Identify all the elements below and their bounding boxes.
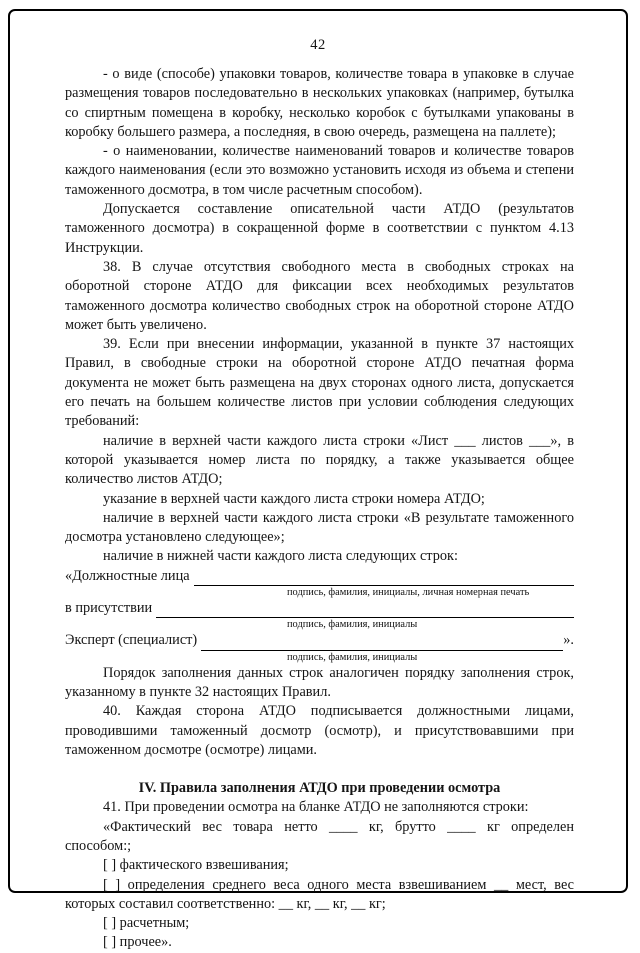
signature-row bbox=[65, 599, 574, 618]
page-number: 42 bbox=[310, 37, 326, 53]
signature-block-officials bbox=[65, 567, 574, 599]
paragraph-41: 41. При проведении осмотра на бланке АТДО не заполняются строки: bbox=[103, 799, 529, 816]
signature-block-presence bbox=[65, 599, 574, 631]
checkbox-line-other: [ ] прочее». bbox=[103, 934, 172, 951]
paragraph-40: 40. Каждая сторона АТДО подписывается должностными лицами, проводившими таможенный досмотр (осмотр), и присутствовавшими при таможенном досмотре (осмотре) лицами. bbox=[65, 703, 574, 758]
signature-caption: подпись, фамилия, инициалы bbox=[287, 619, 418, 631]
signature-row bbox=[65, 567, 574, 586]
signature-suffix: ». bbox=[563, 632, 574, 649]
document-content bbox=[10, 54, 626, 953]
signature-caption: подпись, фамилия, инициалы bbox=[287, 651, 418, 663]
paragraph-bullet-packaging: - о виде (способе) упаковки товаров, количестве товара в упаковке в случае размещения товаров последовательно в нескольких упаковках (например, бутылка со спиртным помещена в коробку, несколько коробок с бутылками упакованы в коробку большего размера, а последняя, в свою очередь, размещена на паллете); bbox=[65, 66, 574, 140]
signature-label: «Должностные лица bbox=[65, 567, 190, 584]
signature-caption: подпись, фамилия, инициалы, личная номерная печать bbox=[287, 587, 530, 599]
signature-row bbox=[65, 631, 574, 650]
paragraph-poryadok: Порядок заполнения данных строк аналогичен порядку заполнения строк, указанному в пункте 32 настоящих Правил. bbox=[65, 664, 574, 700]
signature-blank-line bbox=[194, 570, 574, 586]
section-iv-heading: IV. Правила заполнения АТДО при проведении осмотра bbox=[138, 780, 501, 797]
checkbox-line-calculated: [ ] расчетным; bbox=[103, 915, 190, 932]
signature-label: в присутствии bbox=[65, 600, 153, 617]
signature-blank-line bbox=[156, 602, 574, 618]
checkbox-line-average-weight: [ ] определения среднего веса одного места взвешиванием __ мест, вес которых составил соответственно: __ кг, __ кг, __ кг; bbox=[65, 876, 574, 912]
checkbox-line-actual-weighing: [ ] фактического взвешивания; bbox=[103, 857, 289, 874]
paragraph-39-req1: наличие в верхней части каждого листа строки «Лист ___ листов ___», в которой указывается номер листа по порядку, а также указывается общее количество листов АТДО; bbox=[65, 432, 574, 488]
page-border bbox=[8, 9, 628, 951]
paragraph-39: 39. Если при внесении информации, указанной в пункте 37 настоящих Правил, в свободные строки на оборотной стороне АТДО печатная форма документа не может быть размещена на двух сторонах одного листа, допускается его печать на большем количестве листов при условии соблюдения следующих требований: bbox=[65, 336, 574, 430]
signature-blank-line bbox=[201, 635, 563, 651]
paragraph-quote-weight: «Фактический вес товара нетто ____ кг, брутто ____ кг определен способом:; bbox=[65, 818, 574, 854]
paragraph-dopuskaetsya: Допускается составление описательной части АТДО (результатов таможенного досмотра) в сокращенной форме в соответствии с пунктом 4.13 Инструкции. bbox=[65, 201, 574, 256]
signature-block-expert bbox=[65, 631, 574, 663]
paragraph-39-req4: наличие в нижней части каждого листа следующих строк: bbox=[103, 548, 458, 565]
paragraph-bullet-naming: - о наименовании, количестве наименований товаров и количестве товаров каждого наименования (если это возможно установить исходя из объема и степени таможенного досмотра, в том числе расчетным способом). bbox=[65, 143, 574, 198]
signature-label: Эксперт (специалист) bbox=[65, 632, 198, 649]
paragraph-39-req2: указание в верхней части каждого листа строки номера АТДО; bbox=[103, 490, 485, 507]
paragraph-38: 38. В случае отсутствия свободного места в свободных строках на оборотной стороне АТДО для фиксации всех необходимых результатов таможенного досмотра количество свободных строк на оборотной стороне АТДО может быть увеличено. bbox=[65, 258, 574, 333]
paragraph-39-req3: наличие в верхней части каждого листа строки «В результате таможенного досмотра установлено следующее»; bbox=[65, 509, 574, 546]
